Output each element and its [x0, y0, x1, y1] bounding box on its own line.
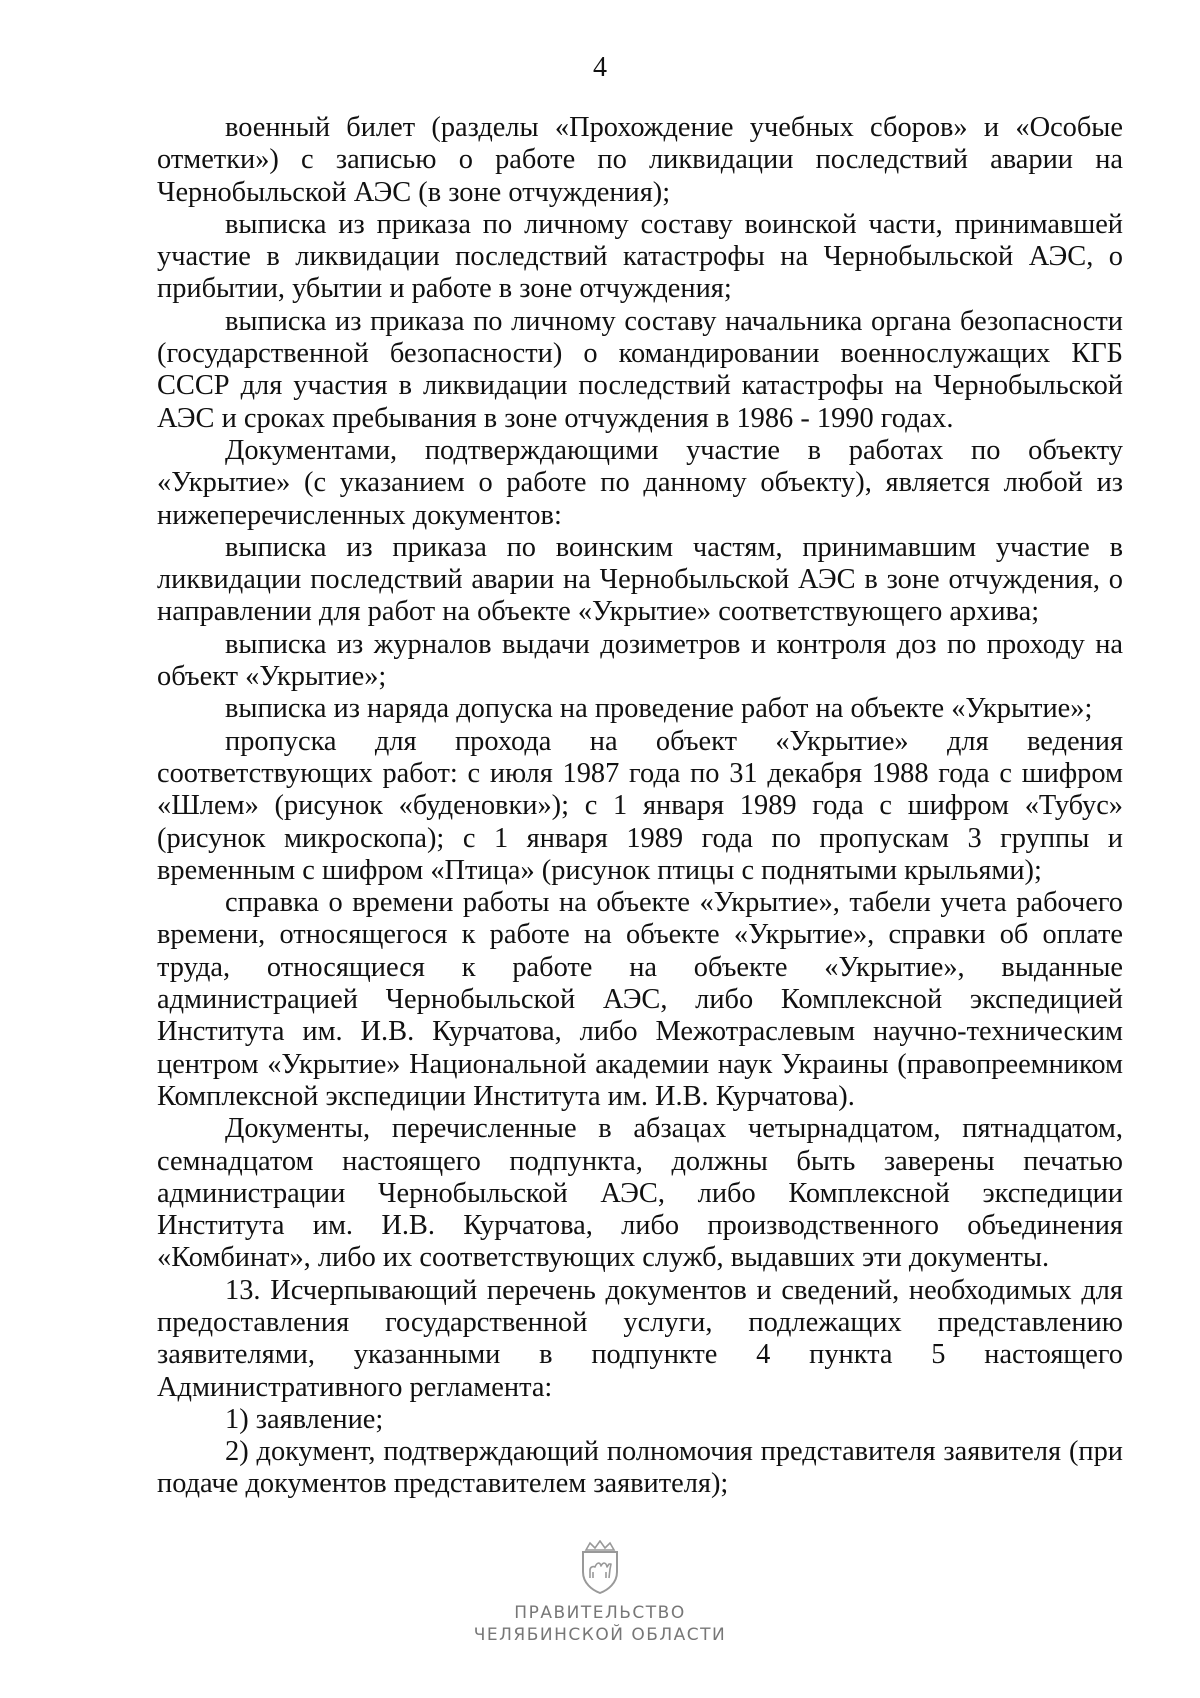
paragraph: военный билет (разделы «Прохождение учебных сборов» и «Особые отметки») с записью о работе по ликвидации последствий аварии на Чернобыльской АЭС (в зоне отчуждения); — [157, 112, 1123, 208]
paragraph: Документами, подтверждающими участие в работах по объекту «Укрытие» (с указанием о работе по данному объекту), является любой из нижеперечисленных документов: — [157, 434, 1123, 531]
footer-line-2: ЧЕЛЯБИНСКОЙ ОБЛАСТИ — [473, 1625, 727, 1645]
paragraph: 1) заявление; — [225, 1403, 384, 1435]
paragraph: пропуска для прохода на объект «Укрытие» для ведения соответствующих работ: с июля 1987 года по 31 декабря 1988 года с шифром «Шлем» (рисунок «буденовки»); с 1 января 1989 года с шифром «Тубус» (рисунок микроскопа); с 1 января 1989 года по пропускам 3 группы и временным с шифром «Птица» (рисунок птицы с поднятыми крыльями); — [157, 725, 1123, 886]
page-number: 4 — [593, 52, 607, 83]
paragraph: 13. Исчерпывающий перечень документов и сведений, необходимых для предоставления государственной услуги, подлежащих представлению заявителями, указанными в подпункте 4 пункта 5 настоящего Административного регламента: — [157, 1274, 1123, 1403]
paragraph: выписка из приказа по личному составу воинской части, принимавшей участие в ликвидации последствий катастрофы на Чернобыльской АЭС, о прибытии, убытии и работе в зоне отчуждения; — [157, 208, 1123, 305]
paragraph: выписка из наряда допуска на проведение работ на объекте «Укрытие»; — [225, 693, 1093, 725]
paragraph: выписка из журналов выдачи дозиметров и контроля доз по проходу на объект «Укрытие»; — [157, 628, 1123, 693]
footer-line-1: ПРАВИТЕЛЬСТВО — [514, 1603, 686, 1623]
document-body — [157, 112, 1123, 1501]
paragraph: справка о времени работы на объекте «Укрытие», табели учета рабочего времени, относящегося к работе на объекте «Укрытие», справки об оплате труда, относящиеся к работе на объекте «Укрытие», выданные администрацией Чернобыльской АЭС, либо Комплексной экспедицией Института им. И.В. Курчатова, либо Межотраслевым научно-техническим центром «Укрытие» Национальной академии наук Украины (правопреемником Комплексной экспедиции Института им. И.В. Курчатова). — [157, 887, 1123, 1112]
coat-of-arms-icon — [577, 1540, 623, 1594]
paragraph: выписка из приказа по воинским частям, принимавшим участие в ликвидации последствий аварии на Чернобыльской АЭС в зоне отчуждения, о направлении для работ на объекте «Укрытие» соответствующего архива; — [157, 531, 1123, 628]
paragraph: Документы, перечисленные в абзацах четырнадцатом, пятнадцатом, семнадцатом настоящего подпункта, должны быть заверены печатью администрации Чернобыльской АЭС, либо Комплексной экспедиции Института им. И.В. Курчатова, либо производственного объединения «Комбинат», либо их соответствующих служб, выдавших эти документы. — [157, 1113, 1123, 1274]
paragraph: 2) документ, подтверждающий полномочия представителя заявителя (при подаче документов представителем заявителя); — [157, 1436, 1123, 1500]
government-footer — [0, 1540, 1200, 1646]
paragraph: выписка из приказа по личному составу начальника органа безопасности (государственной безопасности) о командировании военнослужащих КГБ СССР для участия в ликвидации последствий катастрофы на Чернобыльской АЭС и сроках пребывания в зоне отчуждения в 1986 - 1990 годах. — [157, 305, 1123, 434]
